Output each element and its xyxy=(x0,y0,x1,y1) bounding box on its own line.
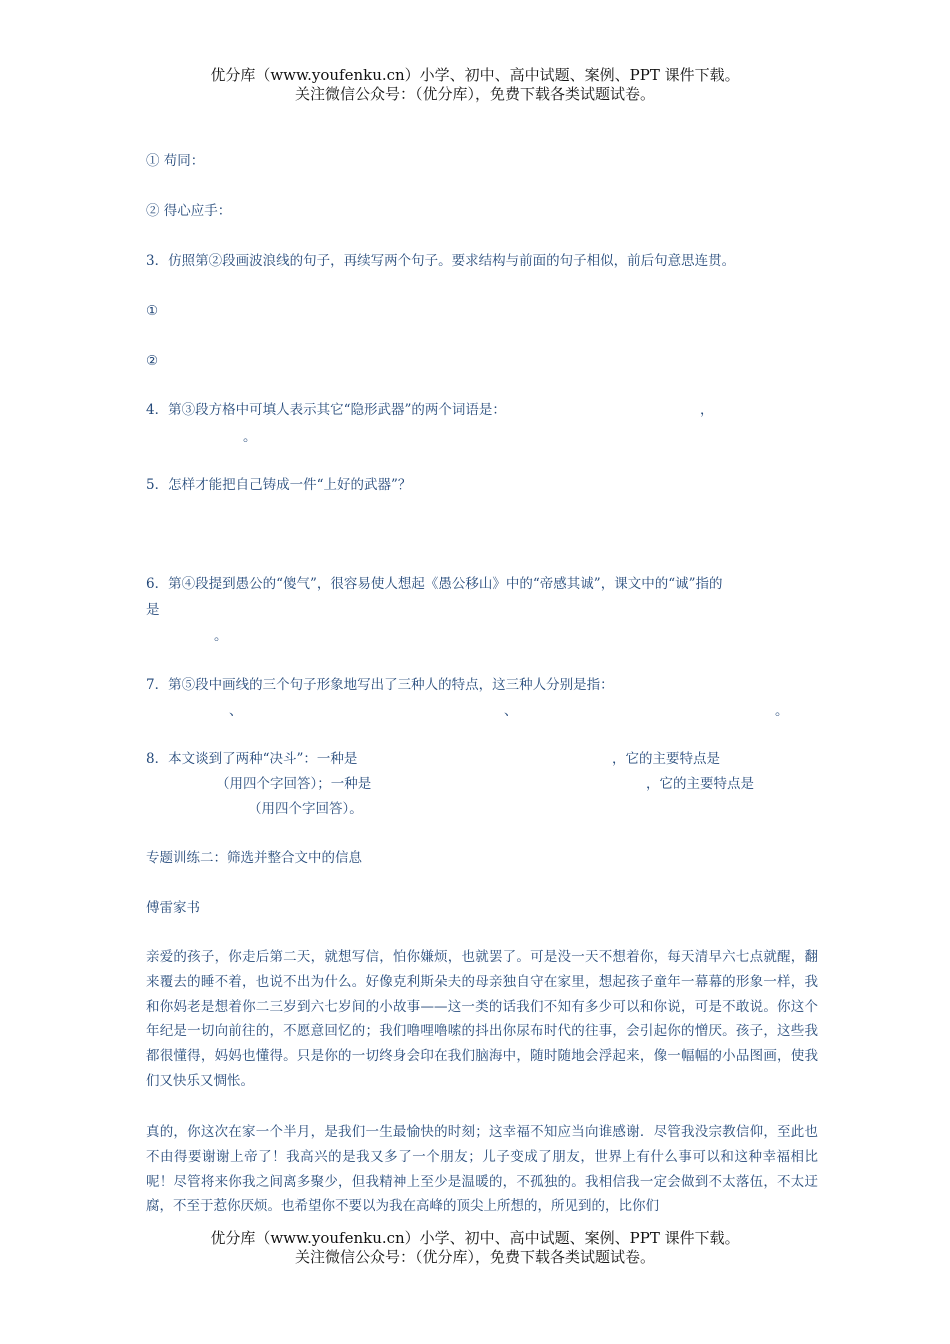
question-7-end: 。 xyxy=(775,703,789,719)
question-3-blank-2: ② xyxy=(146,353,159,369)
question-7: 7．第⑤段中画线的三个句子形象地写出了三种人的特点，这三种人分别是指： xyxy=(146,677,614,693)
question-5: 5．怎样才能把自己铸成一件“上好的武器”？ xyxy=(146,477,412,493)
answer-a2: ② 得心应手： xyxy=(146,203,232,219)
footer-line-2: 关注微信公众号：（优分库），免费下载各类试题试卷。 xyxy=(294,1248,655,1266)
question-8-line-3: （用四个字回答）。 xyxy=(248,801,363,817)
question-3: 3．仿照第②段画波浪线的句子，再续写两个句子。要求结构与前面的句子相似，前后句意思连贯。 xyxy=(146,253,736,269)
question-6-end: 。 xyxy=(214,628,228,644)
section-title: 专题训练二：筛选并整合文中的信息 xyxy=(146,850,362,866)
header-line-1: 优分库（www.youfenku.cn）小学、初中、高中试题、案例、PPT 课件下载。 xyxy=(210,66,740,84)
footer-line-1: 优分库（www.youfenku.cn）小学、初中、高中试题、案例、PPT 课件下载。 xyxy=(210,1229,740,1247)
question-8-line-1: 8．本文谈到了两种“决斗”：一种是 xyxy=(146,751,358,767)
page-header xyxy=(0,66,950,104)
question-3-blank-1: ① xyxy=(146,303,159,319)
question-8-line-2: （用四个字回答）；一种是 xyxy=(216,776,372,792)
question-4-end: 。 xyxy=(243,429,257,445)
question-6-line-2: 是 xyxy=(146,602,160,618)
question-8-line-2-end: ，它的主要特点是 xyxy=(646,776,754,792)
answer-a1: ① 苟同： xyxy=(146,153,205,169)
question-8-line-1-end: ，它的主要特点是 xyxy=(612,751,720,767)
letter-paragraph-2: 真的，你这次在家一个半月，是我们一生最愉快的时刻；这幸福不知应当向谁感谢．尽管我没宗教信仰，至此也不由得要谢谢上帝了！我高兴的是我又多了一个朋友；儿子变成了朋友，世界上有什么事可以和这种幸福相比呢！尽管将来你我之间离多聚少，但我精神上至少是温暖的，不孤独的。我相信我一定会做到不太落伍，不太迂腐，不至于惹你厌烦。也希望你不要以为我在高峰的顶尖上所想的，所见到的，比你们 xyxy=(146,1124,818,1215)
question-4: 4．第③段方格中可填人表示其它“隐形武器”的两个词语是： xyxy=(146,402,506,418)
letter-paragraph-1: 亲爱的孩子，你走后第二天，就想写信，怕你嫌烦，也就罢了。可是没一天不想着你，每天清早六七点就醒，翻来覆去的睡不着，也说不出为什么。好像克利斯朵夫的母亲独自守在家里，想起孩子童年一幕幕的形象一样，我和你妈老是想着你二三岁到六七岁间的小故事——这一类的话我们不知有多少可以和你说，可是不敢说。你这个年纪是一切向前往的，不愿意回忆的；我们噜哩噜嗦的抖出你尿布时代的往事，会引起你的憎厌。孩子，这些我都很懂得，妈妈也懂得。只是你的一切终身会印在我们脑海中，随时随地会浮起来，像一幅幅的小品图画，使我们又快乐又惆怅。 xyxy=(146,949,818,1089)
section-subtitle: 傅雷家书 xyxy=(146,900,200,916)
header-line-2: 关注微信公众号：（优分库），免费下载各类试题试卷。 xyxy=(294,85,655,103)
page-footer xyxy=(0,1229,950,1267)
question-7-sep-1: 、 xyxy=(229,703,243,719)
question-7-sep-2: 、 xyxy=(504,703,518,719)
question-4-comma: ， xyxy=(700,402,714,418)
question-6-line-1: 6．第④段提到愚公的“傻气”，很容易使人想起《愚公移山》中的“帝感其诚”，课文中的“诚”指的 xyxy=(146,576,723,592)
